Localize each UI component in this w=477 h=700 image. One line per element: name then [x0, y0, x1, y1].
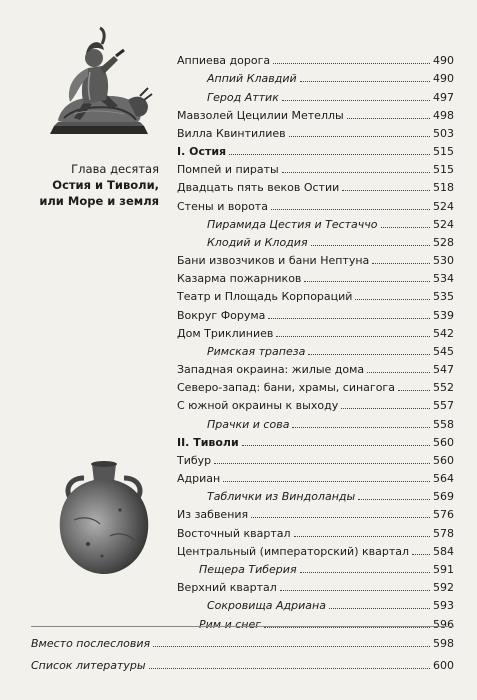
toc-entry-page: 596: [433, 617, 454, 631]
toc-entry-page: 490: [433, 72, 454, 86]
dot-leader: [311, 245, 430, 246]
toc-entry-title: Дом Триклиниев: [177, 326, 274, 340]
toc-entry-page: 600: [433, 659, 454, 672]
toc-entry-title: Вокруг Форума: [177, 308, 266, 322]
toc-entry-title: Тибур: [177, 453, 212, 467]
toc-entry: [177, 431, 454, 449]
toc-entry: [177, 158, 454, 176]
dot-leader: [242, 445, 430, 446]
dot-leader: [304, 281, 430, 282]
toc-entry-title: Список литературы: [31, 659, 146, 672]
toc-entry: [177, 213, 454, 231]
chapter-heading: [39, 161, 159, 209]
toc-entry-title: Бани извозчиков и бани Нептуна: [177, 254, 370, 268]
toc-entry-page: 578: [433, 526, 454, 540]
toc-entry-page: 592: [433, 581, 454, 595]
toc-entry-title: Таблички из Виндоланды: [207, 490, 356, 504]
toc-entry: [177, 122, 454, 140]
toc-entry: [177, 176, 454, 194]
dot-leader: [398, 390, 430, 391]
toc-entry-page: 503: [433, 126, 454, 140]
back-matter: [31, 628, 454, 672]
toc-entry-page: 524: [433, 217, 454, 231]
toc-entry: [177, 85, 454, 103]
toc-entry-title: Клодий и Клодия: [207, 235, 308, 249]
toc-entry-title: Пирамида Цестия и Тестаччо: [207, 217, 378, 231]
toc-entry: [177, 267, 454, 285]
toc-entry: [177, 340, 454, 358]
toc-entry-page: 535: [433, 290, 454, 304]
dot-leader: [229, 154, 430, 155]
toc-entry: [177, 467, 454, 485]
toc-entry-page: 515: [433, 145, 454, 159]
amphora-vase-icon: [54, 460, 154, 578]
toc-entry-page: 576: [433, 508, 454, 522]
toc-entry-title: Центральный (императорский) квартал: [177, 544, 410, 558]
toc-entry-title: Мавзолей Цецилии Метеллы: [177, 108, 344, 122]
dot-leader: [289, 136, 430, 137]
toc-entry-page: 560: [433, 435, 454, 449]
toc-entry-title: Театр и Площадь Корпораций: [177, 290, 353, 304]
toc-entry-page: 545: [433, 344, 454, 358]
toc-entry-title: Вместо послесловия: [31, 637, 151, 650]
dot-leader: [251, 517, 430, 518]
dot-leader: [367, 372, 430, 373]
toc-entry-page: 524: [433, 199, 454, 213]
toc-entry-title: Из забвения: [177, 508, 249, 522]
toc-entry: [177, 285, 454, 303]
toc-entry: [177, 249, 454, 267]
toc-entry-title: Сокровища Адриана: [207, 599, 326, 613]
dot-leader: [280, 590, 430, 591]
toc-entry: [177, 376, 454, 394]
toc-entry-page: 547: [433, 363, 454, 377]
toc-entry-title: Герод Аттик: [207, 90, 279, 104]
toc-entry-title: Пещера Тиберия: [199, 562, 297, 576]
chapter-title-line1: Остия и Тиволи,: [52, 178, 159, 192]
dot-leader: [268, 318, 430, 319]
toc-entry: [31, 628, 454, 650]
toc-entry-title: С южной окраины к выходу: [177, 399, 339, 413]
toc-entry-title: Северо-запад: бани, храмы, синагога: [177, 381, 395, 395]
toc-entry-title: Двадцать пять веков Остии: [177, 181, 340, 195]
toc-entry-title: Аппиева дорога: [177, 54, 271, 68]
toc-entry: [177, 521, 454, 539]
toc-entry-page: 528: [433, 235, 454, 249]
toc-entry-page: 552: [433, 381, 454, 395]
divider: [31, 626, 454, 627]
toc-entry-page: 591: [433, 562, 454, 576]
toc-entry: [177, 67, 454, 85]
dot-leader: [381, 227, 430, 228]
dot-leader: [300, 81, 430, 82]
toc-entry: [177, 303, 454, 321]
toc-entry-page: 557: [433, 399, 454, 413]
toc-entry-page: 515: [433, 163, 454, 177]
toc-entry: [177, 594, 454, 612]
toc-entry-page: 542: [433, 326, 454, 340]
chapter-label: Глава десятая: [71, 162, 159, 176]
toc-entry: [177, 322, 454, 340]
dot-leader: [282, 100, 430, 101]
toc-entry-title: Адриан: [177, 472, 221, 486]
toc-entry-title: Помпей и пираты: [177, 163, 279, 177]
toc-entry-title: Вилла Квинтилиев: [177, 126, 286, 140]
toc-entry-page: 560: [433, 453, 454, 467]
dot-leader: [358, 499, 430, 500]
dot-leader: [282, 172, 430, 173]
toc-entry-page: 490: [433, 54, 454, 68]
toc-entry-page: 558: [433, 417, 454, 431]
toc-entry-title: I. Остия: [177, 145, 227, 159]
toc-entry: [177, 449, 454, 467]
toc-entry-page: 518: [433, 181, 454, 195]
toc-entry: [177, 503, 454, 521]
toc-entry-title: II. Тиволи: [177, 435, 239, 449]
dot-leader: [271, 209, 430, 210]
dot-leader: [347, 118, 430, 119]
table-of-contents: [177, 49, 454, 631]
dot-leader: [300, 572, 430, 573]
toc-entry: [177, 194, 454, 212]
toc-entry-title: Верхний квартал: [177, 581, 277, 595]
toc-entry-title: Западная окраина: жилые дома: [177, 363, 365, 377]
dot-leader: [214, 463, 430, 464]
toc-entry-page: 584: [433, 544, 454, 558]
dot-leader: [372, 263, 430, 264]
dot-leader: [342, 190, 430, 191]
toc-entry: [177, 576, 454, 594]
dot-leader: [412, 554, 430, 555]
toc-entry-page: 539: [433, 308, 454, 322]
dot-leader: [308, 354, 430, 355]
toc-entry-page: 569: [433, 490, 454, 504]
dot-leader: [292, 427, 430, 428]
toc-entry: [177, 394, 454, 412]
toc-entry-page: 564: [433, 472, 454, 486]
toc-entry: [177, 558, 454, 576]
toc-entry: [177, 358, 454, 376]
toc-entry-title: Рим и снег: [199, 617, 262, 631]
toc-entry-page: 530: [433, 254, 454, 268]
toc-entry: [177, 49, 454, 67]
toc-entry: [31, 650, 454, 672]
toc-entry: [177, 104, 454, 122]
dot-leader: [355, 299, 430, 300]
dot-leader: [153, 646, 430, 647]
toc-entry-page: 534: [433, 272, 454, 286]
toc-entry-title: Аппий Клавдий: [207, 72, 297, 86]
toc-entry-title: Римская трапеза: [207, 344, 306, 358]
dot-leader: [276, 336, 430, 337]
toc-entry-page: 598: [433, 637, 454, 650]
toc-entry: [177, 485, 454, 503]
dot-leader: [294, 536, 430, 537]
dot-leader: [149, 668, 430, 669]
mithras-statue-icon: [44, 22, 154, 140]
dot-leader: [223, 481, 430, 482]
toc-entry-title: Прачки и сова: [207, 417, 290, 431]
toc-entry-page: 497: [433, 90, 454, 104]
toc-entry-title: Восточный квартал: [177, 526, 291, 540]
toc-entry-title: Казарма пожарников: [177, 272, 302, 286]
toc-entry: [177, 140, 454, 158]
dot-leader: [273, 63, 430, 64]
dot-leader: [329, 608, 430, 609]
toc-entry: [177, 412, 454, 430]
dot-leader: [341, 408, 430, 409]
toc-entry-page: 593: [433, 599, 454, 613]
toc-entry-page: 498: [433, 108, 454, 122]
toc-entry: [177, 540, 454, 558]
chapter-title-line2: или Море и земля: [39, 194, 159, 208]
toc-entry-title: Стены и ворота: [177, 199, 268, 213]
toc-entry: [177, 231, 454, 249]
